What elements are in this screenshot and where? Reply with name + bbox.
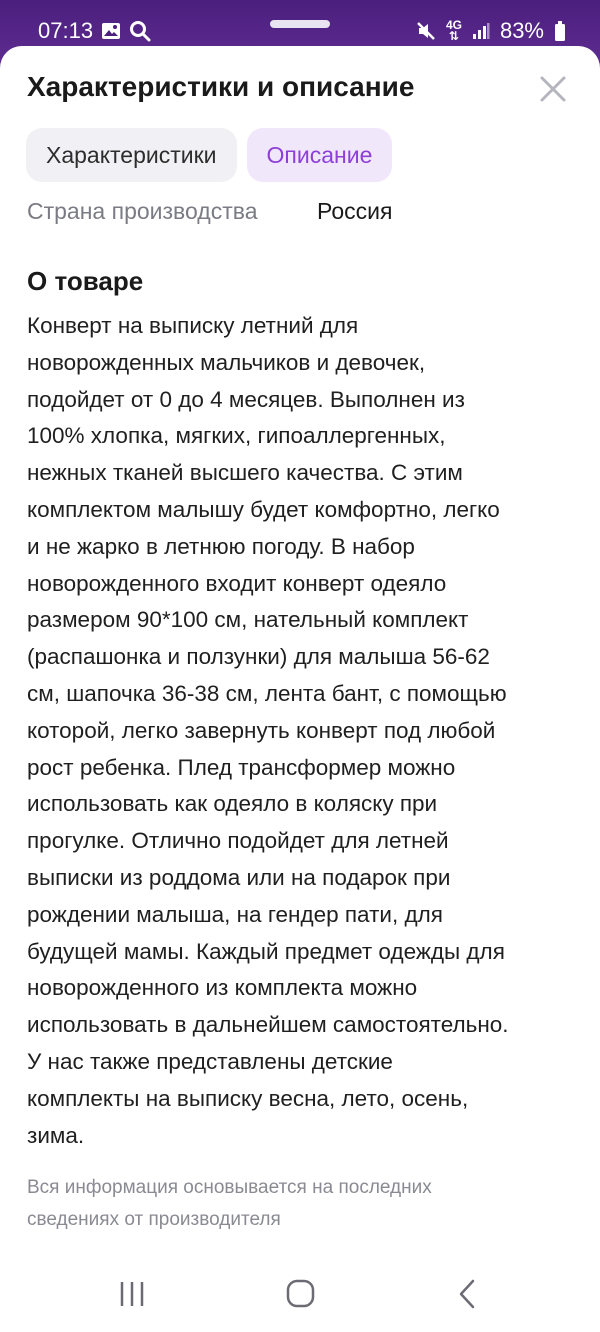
description-line: 100% хлопка, мягких, гипоаллергенных,	[27, 423, 446, 449]
disclaimer-line: Вся информация основывается на последних	[27, 1177, 432, 1198]
clock: 07:13	[38, 18, 94, 43]
description-line: прогулке. Отлично подойдет для летней	[27, 828, 449, 854]
description-line: Конверт на выписку летний для	[27, 313, 359, 338]
description-line: рост ребенка. Плед трансформер можно	[27, 754, 456, 780]
description-line: новорожденных мальчиков и девочек,	[27, 349, 426, 375]
network-4g-icon: 4G ⇅	[445, 18, 462, 43]
tab-description[interactable]: Описание	[247, 128, 393, 182]
recent-apps-icon[interactable]	[112, 1278, 152, 1310]
description-line: и не жарко в летнюю погоду. В набор	[27, 533, 415, 559]
battery-icon	[554, 21, 566, 41]
spec-key: Страна производства	[27, 198, 258, 224]
description-line: рождении малыша, на гендер пати, для	[27, 901, 443, 927]
disclaimer	[27, 1172, 547, 1236]
battery-level: 83%	[499, 18, 544, 43]
description-line: которой, легко завернуть конверт под любой	[27, 717, 496, 743]
description-line: комплекты на выписку весна, лето, осень,	[27, 1085, 469, 1111]
disclaimer-line: сведениях от производителя	[27, 1209, 281, 1230]
bottom-sheet	[0, 46, 600, 1332]
close-icon[interactable]	[536, 72, 570, 106]
description-line: зима.	[27, 1122, 85, 1148]
gallery-icon	[101, 21, 121, 41]
status-left	[38, 18, 151, 44]
system-nav-bar	[0, 1250, 600, 1332]
status-right	[416, 18, 566, 44]
signal-icon	[472, 22, 490, 40]
back-icon[interactable]	[448, 1278, 488, 1310]
sheet-title: Характеристики и описание	[27, 71, 415, 102]
description-line: использовать в дальнейшем самостоятельно.	[27, 1012, 509, 1038]
description-line: (распашонка и ползунки) для малыша 56-62	[27, 644, 490, 670]
description-line: см, шапочка 36-38 см, лента бант, с помощью	[27, 680, 507, 706]
mute-icon	[416, 21, 436, 41]
tab-characteristics[interactable]: Характеристики	[26, 128, 237, 182]
description-line: размером 90*100 см, нательный комплект	[27, 607, 469, 633]
description-line: будущей мамы. Каждый предмет одежды для	[27, 938, 505, 964]
tab-bar	[26, 128, 392, 182]
description-line: нежных тканей высшего качества. С этим	[27, 460, 463, 486]
description-line: новорожденного входит конверт одеяло	[27, 570, 447, 596]
home-icon[interactable]	[280, 1278, 320, 1310]
description-line: У нас также представлены детские	[27, 1048, 393, 1074]
network-label: 4G	[445, 18, 462, 32]
description-line: комплектом малышу будет комфортно, легко	[27, 496, 500, 522]
description-line: новорожденного из комплекта можно	[27, 975, 418, 1001]
search-icon	[129, 20, 151, 42]
about-description	[27, 308, 587, 1154]
description-line: использовать как одеяло в коляску при	[27, 791, 438, 817]
description-line: подойдет от 0 до 4 месяцев. Выполнен из	[27, 386, 465, 412]
sheet-drag-handle[interactable]	[270, 20, 330, 28]
description-line: выписки из роддома или на подарок при	[27, 864, 451, 890]
about-title: О товаре	[27, 266, 144, 296]
spec-value: Россия	[317, 198, 393, 224]
spec-row	[27, 192, 587, 228]
